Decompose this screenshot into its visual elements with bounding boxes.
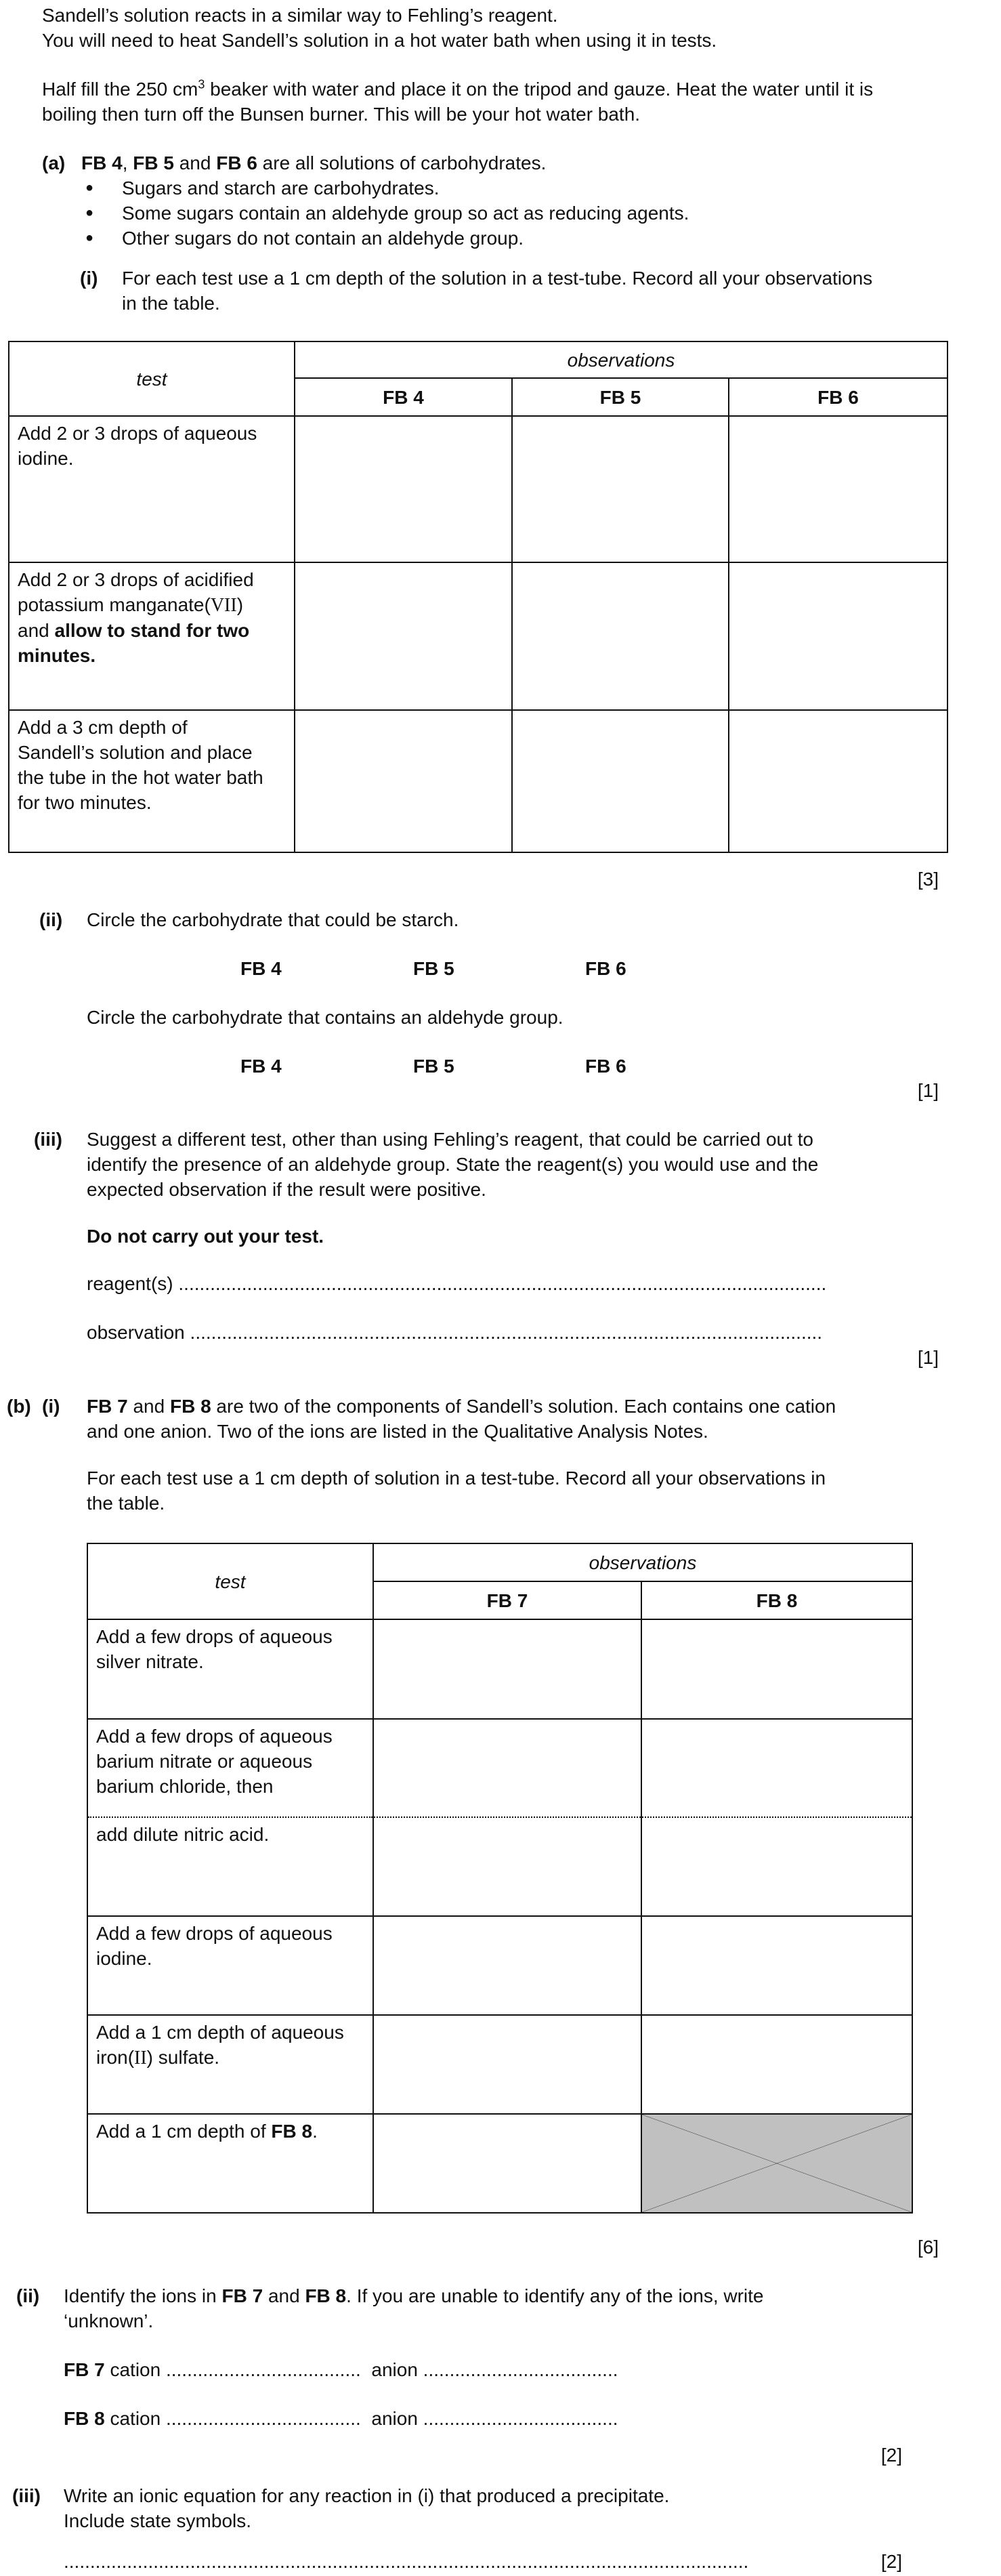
test-cell-nitric-acid: add dilute nitric acid. [87,1817,373,1916]
part-b-ii-text-2: ‘unknown’. [64,2310,154,2331]
part-a-stem: FB 4, FB 5 and FB 6 are all solutions of carbohydrates. [81,152,547,173]
test-cell-barium: Add a few drops of aqueous barium nitrate or aqueous barium chloride, then [87,1719,373,1817]
test-cell-iron-sulfate: Add a 1 cm depth of aqueous iron(II) sulfate. [87,2015,373,2114]
part-a-i-label: (i) [80,268,98,289]
bullet-icon: ● [85,180,94,195]
test-header: test [87,1543,373,1619]
intro-line-4: boiling then turn off the Bunsen burner. This will be your hot water bath. [42,104,641,125]
mark-b-i: [6] [917,2237,939,2258]
option-fb6[interactable]: FB 6 [585,958,626,979]
part-a-iii-text-2: identify the presence of an aldehyde group. State the reagent(s) you would use and the [87,1154,819,1175]
observation-cell[interactable] [729,416,947,562]
test-cell-sandells: Add a 3 cm depth of Sandell’s solution and place the tube in the hot water bath for two minutes. [9,710,295,852]
part-b-i-text-1: FB 7 and FB 8 are two of the components of Sandell’s solution. Each contains one cation [87,1396,836,1417]
intro-line-3: Half fill the 250 $cm^3$ beaker with water and place it on the tripod and gauze. Heat the water until it is [42,77,874,100]
part-b-iii-text-2: Include state symbols. [64,2510,252,2531]
intro-line-2: You will need to heat Sandell’s solution in a hot water bath when using it in tests. [42,30,717,51]
observation-cell[interactable] [641,1719,912,1817]
part-b-i-text-2: and one anion. Two of the ions are listed in the Qualitative Analysis Notes. [87,1421,708,1442]
part-b-ii-text-1: Identify the ions in FB 7 and FB 8. If you are unable to identify any of the ions, write [64,2285,764,2306]
test-cell-manganate: Add 2 or 3 drops of acidified potassium manganate(VII) and allow to stand for two minutes. [9,562,295,710]
observation-answer-line[interactable]: observation ........................................................................................................................ [87,1322,823,1343]
do-not-carry-out: Do not carry out your test. [87,1226,324,1247]
observation-cell[interactable] [512,710,729,852]
part-b-ii-label: (ii) [16,2285,40,2306]
observation-cell[interactable] [373,1619,641,1719]
mark-a-iii: [1] [917,1347,939,1368]
observation-cell[interactable] [373,2114,641,2213]
observation-cell[interactable] [729,710,947,852]
bullet-icon: ● [85,230,94,245]
bullet-item: Sugars and starch are carbohydrates. [122,178,440,199]
option-fb6[interactable]: FB 6 [585,1056,626,1077]
observations-header: observations [295,341,947,378]
cross-out-icon [642,2115,912,2212]
option-fb5[interactable]: FB 5 [413,958,454,979]
column-header-fb6: FB 6 [729,378,947,416]
observations-table-a [8,341,948,853]
part-a-iii-label: (iii) [34,1129,62,1150]
option-fb4[interactable]: FB 4 [240,958,282,979]
equation-answer-line[interactable]: .................................................................................................................................. [64,2551,749,2572]
column-header-fb7: FB 7 [373,1581,641,1619]
observation-cell[interactable] [512,416,729,562]
observation-cell[interactable] [729,562,947,710]
observation-cell[interactable] [641,1619,912,1719]
part-a-ii-text-1: Circle the carbohydrate that could be starch. [87,909,459,930]
observation-cell[interactable] [373,1817,641,1916]
observation-cell[interactable] [641,1817,912,1916]
part-a-ii-label: (ii) [39,909,63,930]
part-b-iii-label: (iii) [12,2485,41,2506]
part-a-i-text-2: in the table. [122,293,220,314]
bullet-item: Other sugars do not contain an aldehyde group. [122,228,524,249]
observation-cell[interactable] [295,416,512,562]
test-cell-iodine: Add a few drops of aqueous iodine. [87,1916,373,2015]
option-fb4[interactable]: FB 4 [240,1056,282,1077]
part-a-label: (a) [42,152,66,173]
observation-cell[interactable] [295,562,512,710]
test-cell-add-fb8: Add a 1 cm depth of FB 8. [87,2114,373,2213]
observation-cell[interactable] [512,562,729,710]
fb7-ions-answer-line[interactable]: FB 7 cation ..................................... anion ..................................... [64,2359,618,2380]
test-cell-iodine: Add 2 or 3 drops of aqueous iodine. [9,416,295,562]
column-header-fb8: FB 8 [641,1581,912,1619]
part-b-i-text-3: For each test use a 1 cm depth of solution in a test-tube. Record all your observations in [87,1468,826,1489]
column-header-fb4: FB 4 [295,378,512,416]
fb8-ions-answer-line[interactable]: FB 8 cation ..................................... anion ..................................... [64,2408,618,2429]
part-b-i-text-4: the table. [87,1493,165,1514]
mark-b-ii: [2] [880,2445,902,2466]
part-a-i-text-1: For each test use a 1 cm depth of the solution in a test-tube. Record all your observations [122,268,873,289]
mark-b-iii: [2] [880,2551,902,2572]
column-header-fb5: FB 5 [512,378,729,416]
shaded-crossed-cell [641,2114,912,2213]
part-a-ii-text-2: Circle the carbohydrate that contains an aldehyde group. [87,1007,563,1028]
reagent-answer-line[interactable]: reagent(s) ........................................................................................................................... [87,1273,827,1294]
intro-line-1: Sandell’s solution reacts in a similar way to Fehling’s reagent. [42,5,558,26]
observation-cell[interactable] [373,1719,641,1817]
part-a-iii-text-1: Suggest a different test, other than using Fehling’s reagent, that could be carried out to [87,1129,813,1150]
observation-cell[interactable] [641,1916,912,2015]
observation-cell[interactable] [641,2015,912,2114]
part-b-i-label: (i) [42,1396,60,1417]
test-cell-silver-nitrate: Add a few drops of aqueous silver nitrate. [87,1619,373,1719]
observation-cell[interactable] [373,2015,641,2114]
mark-a-ii: [1] [917,1080,939,1101]
test-header: test [9,341,295,416]
bullet-item: Some sugars contain an aldehyde group so act as reducing agents. [122,203,689,224]
bullet-icon: ● [85,205,94,220]
mark-a-i: [3] [917,869,939,890]
part-b-iii-text-1: Write an ionic equation for any reaction in (i) that produced a precipitate. [64,2485,670,2506]
observations-header: observations [373,1543,912,1581]
observations-table-b [87,1543,913,2214]
part-b-label: (b) [7,1396,31,1417]
option-fb5[interactable]: FB 5 [413,1056,454,1077]
observation-cell[interactable] [373,1916,641,2015]
part-a-iii-text-3: expected observation if the result were positive. [87,1179,486,1200]
observation-cell[interactable] [295,710,512,852]
